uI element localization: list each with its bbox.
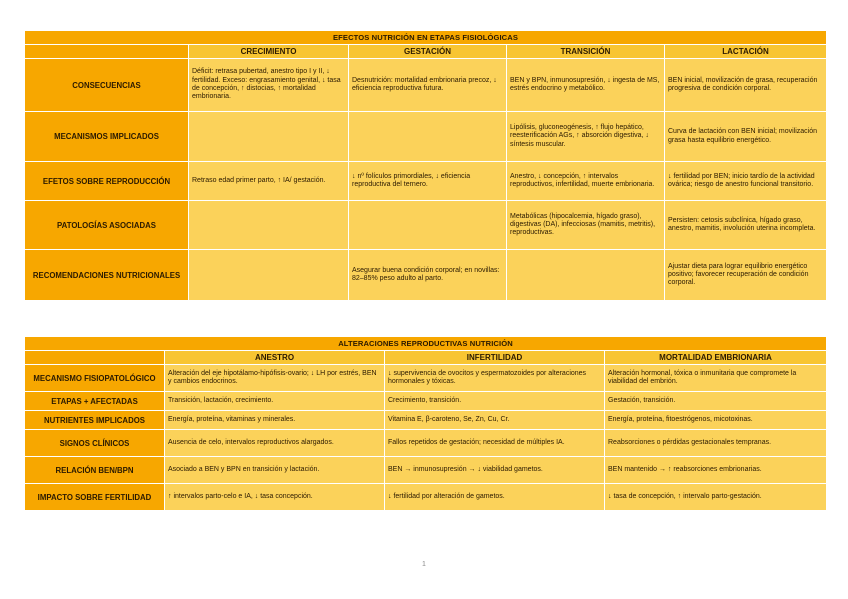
table-cell: BEN y BPN, inmunosupresión, ↓ ingesta de MS, estrés endocrino y metabólico.: [507, 59, 665, 112]
table-cell: Reabsorciones o pérdidas gestacionales tempranas.: [605, 430, 827, 457]
table-row: [25, 411, 827, 430]
table-cell: [189, 250, 349, 301]
table-cell: Alteración hormonal, tóxica o inmunitaria que compromete la viabilidad del embrión.: [605, 365, 827, 392]
table-row: [25, 201, 827, 250]
table-row: [25, 250, 827, 301]
table-cell: ↓ fertilidad por alteración de gametos.: [385, 484, 605, 511]
corner-cell: [25, 45, 189, 59]
table-cell: Fallos repetidos de gestación; necesidad de múltiples IA.: [385, 430, 605, 457]
row-label: PATOLOGÍAS ASOCIADAS: [25, 201, 189, 250]
table-cell: ↓ tasa de concepción, ↑ intervalo parto-gestación.: [605, 484, 827, 511]
table-row: [25, 59, 827, 112]
table-cell: Retraso edad primer parto, ↑ IA/ gestación.: [189, 162, 349, 201]
table-row: [25, 457, 827, 484]
table-cell: Alteración del eje hipotálamo-hipófisis-ovario; ↓ LH por estrés, BEN y cambios endocrinos.: [165, 365, 385, 392]
table-cell: ↑ intervalos parto-celo e IA, ↓ tasa concepción.: [165, 484, 385, 511]
table-cell: Crecimiento, transición.: [385, 392, 605, 411]
row-label: CONSECUENCIAS: [25, 59, 189, 112]
table-cell: Energía, proteína, fitoestrógenos, micotoxinas.: [605, 411, 827, 430]
table-cell: Anestro, ↓ concepción, ↑ intervalos reproductivos, infertilidad, muerte embrionaria.: [507, 162, 665, 201]
table-cell: Gestación, transición.: [605, 392, 827, 411]
column-header: TRANSICIÓN: [507, 45, 665, 59]
row-label: MECANISMO FISIOPATOLÓGICO: [25, 365, 165, 392]
table-cell: [189, 112, 349, 162]
table-cell: BEN → inmunosupresión → ↓ viabilidad gametos.: [385, 457, 605, 484]
table-cell: Desnutrición: mortalidad embrionaria precoz, ↓ eficiencia reproductiva futura.: [349, 59, 507, 112]
column-header: LACTACIÓN: [665, 45, 827, 59]
column-header: MORTALIDAD EMBRIONARIA: [605, 351, 827, 365]
table-cell: [507, 250, 665, 301]
table-cell: Curva de lactación con BEN inicial; movilización grasa hasta equilibrio energético.: [665, 112, 827, 162]
table-cell: [349, 201, 507, 250]
table-cell: BEN inicial, movilización de grasa, recuperación progresiva de condición corporal.: [665, 59, 827, 112]
table-cell: Persisten: cetosis subclínica, hígado graso, anestro, mamitis, involución uterina incompleta.: [665, 201, 827, 250]
row-label: EFETOS SOBRE REPRODUCCIÓN: [25, 162, 189, 201]
table-title: ALTERACIONES REPRODUCTIVAS NUTRICIÓN: [25, 337, 827, 351]
table-title: EFECTOS NUTRICIÓN EN ETAPAS FISIOLÓGICAS: [25, 31, 827, 45]
table-cell: Lipólisis, gluconeogénesis, ↑ flujo hepático, reesterificación AGs, ↑ absorción digestiva, ↓ síntesis muscular.: [507, 112, 665, 162]
effects-table: [24, 30, 827, 301]
row-label: SIGNOS CLÍNICOS: [25, 430, 165, 457]
table-cell: Ausencia de celo, intervalos reproductivos alargados.: [165, 430, 385, 457]
column-header: GESTACIÓN: [349, 45, 507, 59]
row-label: IMPACTO SOBRE FERTILIDAD: [25, 484, 165, 511]
row-label: RELACIÓN BEN/BPN: [25, 457, 165, 484]
table-cell: Transición, lactación, crecimiento.: [165, 392, 385, 411]
table-cell: ↓ fertilidad por BEN; inicio tardío de la actividad ovárica; riesgo de anestro funcional transitorio.: [665, 162, 827, 201]
table-row: [25, 484, 827, 511]
column-header: CRECIMIENTO: [189, 45, 349, 59]
table-cell: Ajustar dieta para lograr equilibrio energético positivo; favorecer recuperación de condición corporal.: [665, 250, 827, 301]
table-row: [25, 112, 827, 162]
table-row: [25, 365, 827, 392]
row-label: MECANISMOS IMPLICADOS: [25, 112, 189, 162]
table-cell: Energía, proteína, vitaminas y minerales.: [165, 411, 385, 430]
row-label: RECOMENDACIONES NUTRICIONALES: [25, 250, 189, 301]
table-cell: Déficit: retrasa pubertad, anestro tipo I y II, ↓ fertilidad. Exceso: engrasamiento genital, ↓ tasa de concepción, ↑ distocias, ↑ mortalidad embrionaria.: [189, 59, 349, 112]
row-label: NUTRIENTES IMPLICADOS: [25, 411, 165, 430]
table-cell: ↓ nº folículos primordiales, ↓ eficiencia reproductiva del ternero.: [349, 162, 507, 201]
column-header: INFERTILIDAD: [385, 351, 605, 365]
table-cell: [189, 201, 349, 250]
page-number: 1: [422, 561, 426, 568]
row-label: ETAPAS + AFECTADAS: [25, 392, 165, 411]
corner-cell: [25, 351, 165, 365]
table-row: [25, 430, 827, 457]
table-cell: ↓ supervivencia de ovocitos y espermatozoides por alteraciones hormonales y tóxicas.: [385, 365, 605, 392]
table-cell: Metabólicas (hipocalcemia, hígado graso), digestivas (DA), infecciosas (mamitis, metritis), reproductivas.: [507, 201, 665, 250]
column-header: ANESTRO: [165, 351, 385, 365]
table-cell: Asociado a BEN y BPN en transición y lactación.: [165, 457, 385, 484]
table-cell: [349, 112, 507, 162]
reproductive-alterations-table: [24, 336, 827, 511]
table-row: [25, 392, 827, 411]
table-cell: BEN mantenido → ↑ reabsorciones embrionarias.: [605, 457, 827, 484]
table-cell: Vitamina E, β-caroteno, Se, Zn, Cu, Cr.: [385, 411, 605, 430]
table-row: [25, 162, 827, 201]
table-cell: Asegurar buena condición corporal; en novillas: 82–85% peso adulto al parto.: [349, 250, 507, 301]
